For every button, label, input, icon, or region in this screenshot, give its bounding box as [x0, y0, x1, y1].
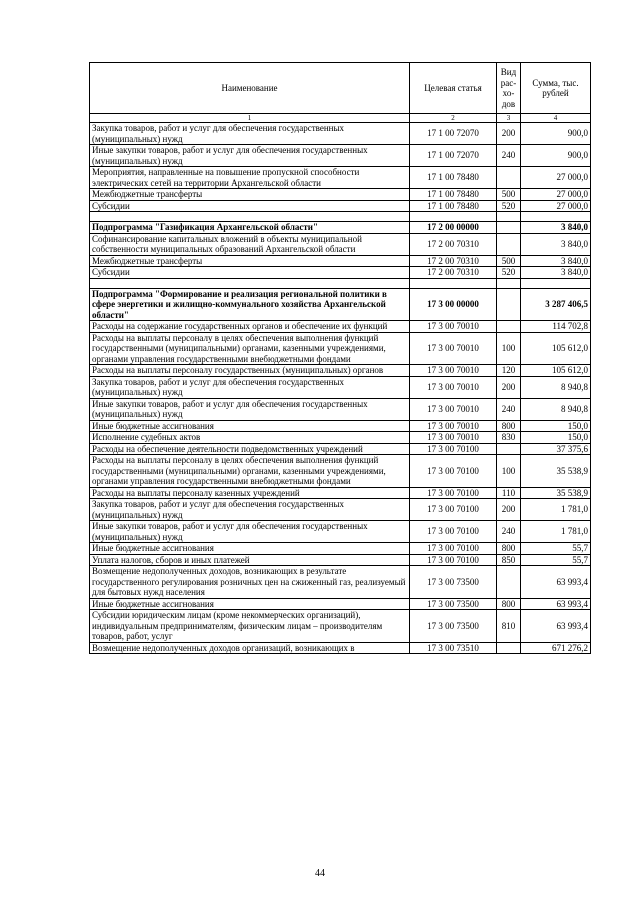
table-row [90, 233, 591, 255]
cell-code: 17 3 00 70100 [410, 554, 497, 566]
cell-sum: 105 612,0 [521, 332, 591, 365]
table-row [90, 598, 591, 610]
budget-table [89, 62, 591, 654]
table-row [90, 255, 591, 267]
header-sum: Сумма, тыс. рублей [521, 63, 591, 114]
cell-sum: 35 538,9 [521, 455, 591, 488]
cell-name: Расходы на выплаты персоналу казенных учреждений [90, 487, 410, 499]
cell-code: 17 2 00 70310 [410, 267, 497, 279]
cell-name: Закупка товаров, работ и услуг для обеспечения государственных (муниципальных) нужд [90, 123, 410, 145]
cell-vid: 200 [497, 123, 521, 145]
cell-name: Расходы на выплаты персоналу государственных (муниципальных) органов [90, 365, 410, 377]
cell-vid: 120 [497, 365, 521, 377]
cell-sum: 105 612,0 [521, 365, 591, 377]
spacer-cell [497, 212, 521, 222]
cell-sum: 3 840,0 [521, 222, 591, 234]
cell-vid: 500 [497, 255, 521, 267]
cell-sum: 3 287 406,5 [521, 288, 591, 321]
cell-code: 17 3 00 70100 [410, 543, 497, 555]
cell-code: 17 3 00 70100 [410, 455, 497, 488]
table-row [90, 521, 591, 543]
spacer-row [90, 212, 591, 222]
cell-name: Иные закупки товаров, работ и услуг для обеспечения государственных (муниципальных) нужд [90, 398, 410, 420]
header-name: Наименование [90, 63, 410, 114]
cell-name: Софинансирование капитальных вложений в объекты муниципальной собственности муниципальных образований Архангельской области [90, 233, 410, 255]
cell-code: 17 1 00 72070 [410, 123, 497, 145]
table-row [90, 145, 591, 167]
table-row [90, 610, 591, 643]
cell-vid [497, 233, 521, 255]
cell-sum: 27 000,0 [521, 200, 591, 212]
cell-name: Иные бюджетные ассигнования [90, 598, 410, 610]
cell-name: Межбюджетные трансферты [90, 189, 410, 201]
cell-vid [497, 566, 521, 599]
cell-sum: 55,7 [521, 543, 591, 555]
table-body [90, 123, 591, 654]
column-number: 4 [521, 114, 591, 123]
cell-code: 17 3 00 70100 [410, 487, 497, 499]
cell-name: Расходы на содержание государственных органов и обеспечение их функций [90, 321, 410, 333]
cell-code: 17 1 00 78480 [410, 189, 497, 201]
table-row [90, 376, 591, 398]
cell-vid: 200 [497, 499, 521, 521]
cell-name: Иные закупки товаров, работ и услуг для обеспечения государственных (муниципальных) нужд [90, 521, 410, 543]
cell-name: Исполнение судебных актов [90, 432, 410, 444]
spacer-cell [410, 212, 497, 222]
cell-vid: 240 [497, 521, 521, 543]
cell-code: 17 3 00 70010 [410, 420, 497, 432]
cell-code: 17 3 00 73500 [410, 566, 497, 599]
cell-sum: 1 781,0 [521, 499, 591, 521]
cell-name: Иные закупки товаров, работ и услуг для обеспечения государственных (муниципальных) нужд [90, 145, 410, 167]
cell-vid: 830 [497, 432, 521, 444]
cell-vid [497, 321, 521, 333]
cell-vid: 100 [497, 455, 521, 488]
cell-name: Подпрограмма "Формирование и реализация региональной политики в сфере энергетики и жилищно-коммунального хозяйства Архангельской области" [90, 288, 410, 321]
cell-name: Закупка товаров, работ и услуг для обеспечения государственных (муниципальных) нужд [90, 499, 410, 521]
cell-name: Возмещение недополученных доходов, возникающих в результате государственного регулирования розничных цен на сжиженный газ, реализуемый для бытовых нужд населения [90, 566, 410, 599]
column-number: 2 [410, 114, 497, 123]
table-row [90, 487, 591, 499]
spacer-cell [410, 278, 497, 288]
table-row [90, 123, 591, 145]
cell-sum: 671 276,2 [521, 642, 591, 654]
cell-vid: 520 [497, 200, 521, 212]
table-header-row [90, 63, 591, 114]
cell-sum: 35 538,9 [521, 487, 591, 499]
column-number: 3 [497, 114, 521, 123]
cell-sum: 1 781,0 [521, 521, 591, 543]
cell-vid: 800 [497, 598, 521, 610]
cell-code: 17 3 00 70010 [410, 432, 497, 444]
cell-code: 17 3 00 73510 [410, 642, 497, 654]
table-row [90, 420, 591, 432]
table-row [90, 267, 591, 279]
cell-vid: 850 [497, 554, 521, 566]
spacer-cell [521, 212, 591, 222]
cell-name: Расходы на выплаты персоналу в целях обеспечения выполнения функций государственными (муниципальными) органами, казенными учреждениями, органами управления государственными внебюджетными фондами [90, 455, 410, 488]
cell-code: 17 3 00 00000 [410, 288, 497, 321]
cell-code: 17 2 00 70310 [410, 233, 497, 255]
column-number: 1 [90, 114, 410, 123]
table-row [90, 398, 591, 420]
cell-sum: 150,0 [521, 420, 591, 432]
table-row [90, 200, 591, 212]
cell-vid [497, 167, 521, 189]
cell-vid [497, 642, 521, 654]
cell-name: Уплата налогов, сборов и иных платежей [90, 554, 410, 566]
subprogram-row [90, 288, 591, 321]
cell-name: Расходы на обеспечение деятельности подведомственных учреждений [90, 443, 410, 455]
table-row [90, 321, 591, 333]
cell-sum: 55,7 [521, 554, 591, 566]
cell-code: 17 2 00 70310 [410, 255, 497, 267]
page-number: 44 [315, 868, 325, 879]
column-number-row [90, 114, 591, 123]
cell-code: 17 3 00 70010 [410, 332, 497, 365]
cell-sum: 3 840,0 [521, 233, 591, 255]
cell-vid [497, 443, 521, 455]
cell-vid: 110 [497, 487, 521, 499]
table-row [90, 443, 591, 455]
cell-code: 17 3 00 70100 [410, 521, 497, 543]
cell-sum: 900,0 [521, 123, 591, 145]
cell-sum: 114 702,8 [521, 321, 591, 333]
spacer-cell [521, 278, 591, 288]
cell-code: 17 3 00 73500 [410, 598, 497, 610]
cell-sum: 63 993,4 [521, 610, 591, 643]
cell-vid: 800 [497, 543, 521, 555]
cell-name: Иные бюджетные ассигнования [90, 420, 410, 432]
budget-table-sheet [89, 62, 590, 654]
table-row [90, 566, 591, 599]
cell-name: Закупка товаров, работ и услуг для обеспечения государственных (муниципальных) нужд [90, 376, 410, 398]
table-row [90, 189, 591, 201]
spacer-cell [497, 278, 521, 288]
header-vid: Вид рас-хо-дов [497, 63, 521, 114]
cell-vid: 800 [497, 420, 521, 432]
table-row [90, 642, 591, 654]
cell-vid: 240 [497, 145, 521, 167]
cell-vid: 100 [497, 332, 521, 365]
cell-code: 17 3 00 70010 [410, 321, 497, 333]
cell-code: 17 3 00 73500 [410, 610, 497, 643]
cell-code: 17 3 00 70010 [410, 398, 497, 420]
table-row [90, 365, 591, 377]
cell-vid: 520 [497, 267, 521, 279]
cell-vid [497, 222, 521, 234]
cell-sum: 63 993,4 [521, 598, 591, 610]
cell-code: 17 3 00 70010 [410, 376, 497, 398]
cell-vid: 240 [497, 398, 521, 420]
cell-code: 17 1 00 78480 [410, 167, 497, 189]
cell-vid: 810 [497, 610, 521, 643]
cell-name: Субсидии [90, 200, 410, 212]
table-row [90, 332, 591, 365]
cell-name: Субсидии [90, 267, 410, 279]
cell-vid: 200 [497, 376, 521, 398]
cell-sum: 150,0 [521, 432, 591, 444]
cell-code: 17 3 00 70100 [410, 499, 497, 521]
cell-sum: 3 840,0 [521, 255, 591, 267]
header-code: Целевая статья [410, 63, 497, 114]
table-row [90, 432, 591, 444]
cell-sum: 37 375,6 [521, 443, 591, 455]
cell-code: 17 2 00 00000 [410, 222, 497, 234]
cell-sum: 8 940,8 [521, 376, 591, 398]
table-row [90, 167, 591, 189]
table-row [90, 499, 591, 521]
cell-sum: 63 993,4 [521, 566, 591, 599]
cell-name: Межбюджетные трансферты [90, 255, 410, 267]
cell-code: 17 1 00 78480 [410, 200, 497, 212]
cell-sum: 900,0 [521, 145, 591, 167]
cell-code: 17 1 00 72070 [410, 145, 497, 167]
cell-code: 17 3 00 70010 [410, 365, 497, 377]
spacer-cell [90, 278, 410, 288]
cell-name: Субсидии юридическим лицам (кроме некоммерческих организаций), индивидуальным предпринимателям, физическим лицам – производителям товаров, работ, услуг [90, 610, 410, 643]
cell-sum: 3 840,0 [521, 267, 591, 279]
cell-vid: 500 [497, 189, 521, 201]
cell-code: 17 3 00 70100 [410, 443, 497, 455]
spacer-cell [90, 212, 410, 222]
table-row [90, 455, 591, 488]
cell-name: Иные бюджетные ассигнования [90, 543, 410, 555]
cell-name: Расходы на выплаты персоналу в целях обеспечения выполнения функций государственными (муниципальными) органами, казенными учреждениями, органами управления государственными внебюджетными фондами [90, 332, 410, 365]
cell-name: Возмещение недополученных доходов организаций, возникающих в [90, 642, 410, 654]
spacer-row [90, 278, 591, 288]
cell-name: Мероприятия, направленные на повышение пропускной способности электрических сетей на территории Архангельской области [90, 167, 410, 189]
cell-vid [497, 288, 521, 321]
cell-sum: 27 000,0 [521, 189, 591, 201]
table-row [90, 554, 591, 566]
cell-sum: 8 940,8 [521, 398, 591, 420]
cell-name: Подпрограмма "Газификация Архангельской области" [90, 222, 410, 234]
subprogram-row [90, 222, 591, 234]
table-row [90, 543, 591, 555]
cell-sum: 27 000,0 [521, 167, 591, 189]
